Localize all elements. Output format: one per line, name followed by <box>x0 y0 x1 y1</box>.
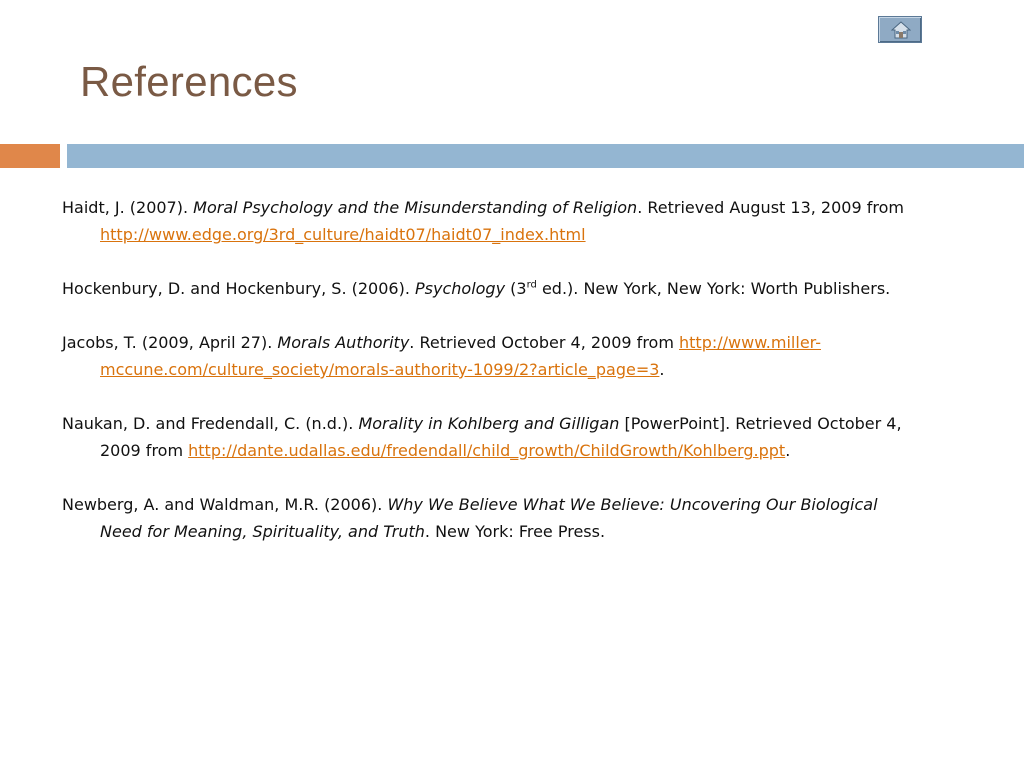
reference-authors: Naukan, D. and Fredendall, C. (n.d.). <box>62 414 354 433</box>
reference-item <box>62 275 912 302</box>
accent-bar-blue <box>67 144 1024 168</box>
reference-authors: Haidt, J. (2007). <box>62 198 189 217</box>
reference-title: Morality in Kohlberg and Gilligan <box>358 414 620 433</box>
reference-item <box>62 410 912 464</box>
reference-end: . <box>785 441 791 460</box>
reference-details: . Retrieved August 13, 2009 from <box>637 198 904 217</box>
reference-authors: Newberg, A. and Waldman, M.R. (2006). <box>62 495 383 514</box>
reference-details: [PowerPoint]. Retrieved October 4, 2009 from <box>100 414 902 460</box>
reference-link[interactable]: http://dante.udallas.edu/fredendall/child_growth/ChildGrowth/Kohlberg.ppt <box>188 441 786 460</box>
reference-title: Morals Authority <box>277 333 410 352</box>
reference-item <box>62 194 912 248</box>
home-icon <box>891 21 911 39</box>
reference-details: . New York: Free Press. <box>424 522 606 541</box>
reference-authors: Hockenbury, D. and Hockenbury, S. (2006). <box>62 279 410 298</box>
reference-link[interactable]: http://www.miller-mccune.com/culture_society/morals-authority-1099/2?article_page=3 <box>100 333 821 379</box>
home-button[interactable] <box>878 16 922 43</box>
reference-title: Psychology <box>415 279 506 298</box>
accent-bar-orange <box>0 144 60 168</box>
reference-title: Moral Psychology and the Misunderstanding of Religion <box>193 198 638 217</box>
reference-edition-superscript: rd <box>526 279 537 291</box>
reference-title: Why We Believe What We Believe: Uncovering Our Biological Need for Meaning, Spirituality, and Truth <box>100 495 878 541</box>
reference-details: ed.). New York, New York: Worth Publishers. <box>536 279 891 298</box>
slide-title: References <box>80 58 298 105</box>
reference-authors: Jacobs, T. (2009, April 27). <box>62 333 273 352</box>
reference-item <box>62 491 912 545</box>
reference-list <box>62 194 912 572</box>
reference-link[interactable]: http://www.edge.org/3rd_culture/haidt07/haidt07_index.html <box>100 225 586 244</box>
reference-details: . Retrieved October 4, 2009 from <box>409 333 679 352</box>
reference-item <box>62 329 912 383</box>
reference-edition: (3 <box>505 279 527 298</box>
reference-end: . <box>659 360 665 379</box>
